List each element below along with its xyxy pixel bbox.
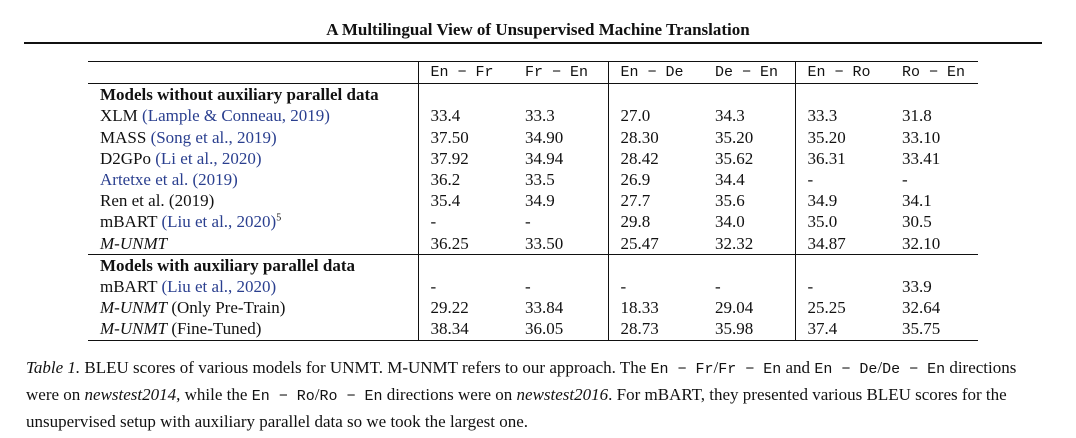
col-header: En − Fr [418,62,513,84]
col-header: En − De [608,62,703,84]
table-row: MASS (Song et al., 2019) 37.50 34.90 28.30 35.20 35.20 33.10 [88,127,978,148]
col-header: Fr − En [513,62,608,84]
model-cell: M-UNMT (Fine-Tuned) [88,318,418,340]
model-cell: Artetxe et al. (2019) [100,170,238,190]
table-row: M-UNMT 36.25 33.50 25.47 32.32 34.87 32.10 [88,233,978,255]
table-row: M-UNMT (Only Pre-Train) 29.22 33.84 18.33 29.04 25.25 32.64 [88,297,978,318]
table-caption: Table 1. BLEU scores of various models for UNMT. M-UNMT refers to our approach. The En − Fr/Fr − En and En − De/De − En directions were on newstest2014, while the En − Ro/Ro − En directions were on newstest2016. For mBART, they presented various BLEU scores for the unsupervised setup with auxiliary parallel data so we took the largest one. [26,358,1017,431]
model-cell: MASS (Song et al., 2019) [100,127,277,147]
table-row: D2GPo (Li et al., 2020) 37.92 34.94 28.42 35.62 36.31 33.41 [88,148,978,169]
col-header: En − Ro [795,62,890,84]
results-table [88,61,978,341]
section-row [88,84,978,106]
table-row: XLM (Lample & Conneau, 2019) 33.4 33.3 27.0 34.3 33.3 31.8 [88,105,978,126]
table-row: mBART (Liu et al., 2020)$^5$ - - 29.8 34.0 35.0 30.5 [88,211,978,232]
model-cell: XLM (Lample & Conneau, 2019) [100,106,330,126]
header-rule [24,42,1042,44]
running-head: A Multilingual View of Unsupervised Machine Translation [326,20,750,39]
section-label: Models without auxiliary parallel data [100,85,379,105]
section-label: Models with auxiliary parallel data [88,254,418,276]
table-row: Artetxe et al. (2019) 36.2 33.5 26.9 34.4 - - [88,169,978,190]
section-row [88,254,978,276]
model-cell: M-UNMT [100,233,168,253]
model-cell: Ren et al. (2019) [100,191,215,211]
col-header: De − En [703,62,795,84]
table-header-row [88,62,978,84]
table-row: M-UNMT (Fine-Tuned) 38.34 36.05 28.73 35.98 37.4 35.75 [88,318,978,340]
model-cell: mBART (Liu et al., 2020)$^5$ [100,212,282,232]
model-cell: D2GPo (Li et al., 2020) [100,148,262,168]
model-cell: mBART (Liu et al., 2020) [100,277,277,297]
model-cell: M-UNMT (Only Pre-Train) [100,298,286,318]
col-header: Ro − En [890,62,978,84]
header-empty-cell [88,62,418,84]
table-row: Ren et al. (2019) 35.4 34.9 27.7 35.6 34.9 34.1 [88,190,978,211]
table-row: mBART (Liu et al., 2020) - - - - - 33.9 [88,276,978,297]
